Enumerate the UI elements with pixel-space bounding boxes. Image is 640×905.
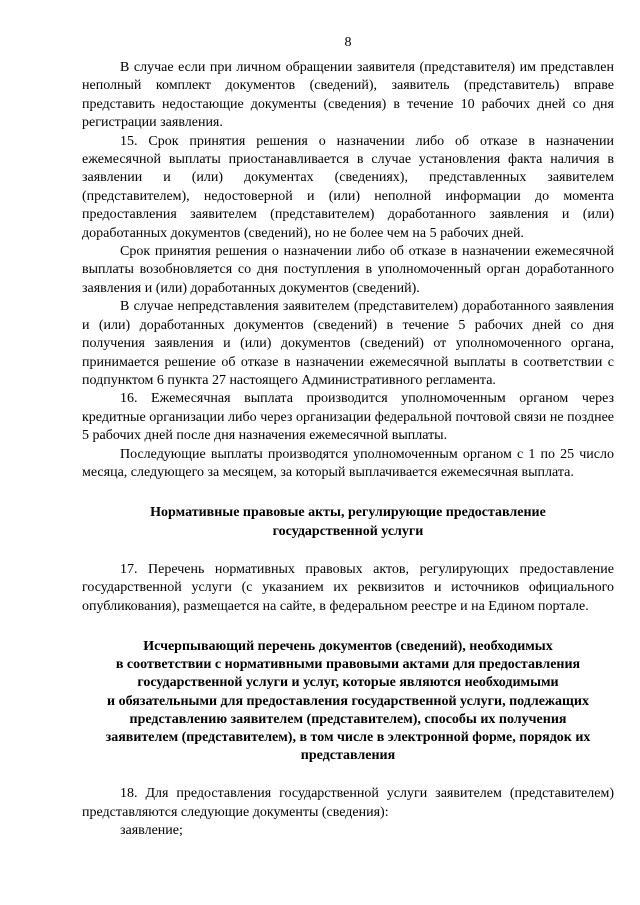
paragraph-18-documents: 18. Для предоставления государственной услуги заявителем (представителем) представляются следующие документы (сведения): [82, 786, 614, 820]
heading-line: государственной услуги [272, 523, 424, 539]
paragraph-incomplete-documents: В случае если при личном обращении заявителя (представителя) им представлен неполный комплект документов (сведений), заявитель (представитель) вправе представить недостающие документы (сведения) в течение 10 рабочих дней со дня регистрации заявления. [82, 60, 614, 131]
spacer [82, 541, 614, 561]
section-heading-required-documents [82, 638, 614, 765]
paragraph-decision-resumed: Срок принятия решения о назначении либо об отказе в назначении ежемесячной выплаты возобновляется со дня поступления в уполномоченный орган доработанного заявления и (или) доработанных документов (сведений). [82, 244, 614, 296]
heading-line: и обязательными для предоставления государственной услуги, подлежащих [107, 693, 589, 709]
heading-line: государственной услуги и услуг, которые являются необходимыми [137, 675, 559, 691]
document-page [82, 34, 614, 841]
section-heading-legal-acts [82, 504, 614, 540]
spacer [82, 765, 614, 785]
paragraph-17-legal-acts-list: 17. Перечень нормативных правовых актов, регулирующих предоставление государственной услуги (с указанием их реквизитов и источников официального опубликования), размещается на сайте, в федеральном реестре и на Едином портале. [82, 561, 614, 614]
heading-line: представлению заявителем (представителем), способы их получения [129, 711, 567, 727]
spacer [82, 616, 614, 638]
spacer [82, 482, 614, 504]
paragraph-16-payment: 16. Ежемесячная выплата производится уполномоченным органом через кредитные организации либо через организации федеральной почтовой связи не позднее 5 рабочих дней после дня назначения ежемесячной выплаты. [82, 391, 614, 444]
page-number: 8 [344, 35, 352, 50]
paragraph-subsequent-payments: Последующие выплаты производятся уполномоченным органом с 1 по 25 число месяца, следующего за месяцем, за который выплачивается ежемесячная выплата. [82, 446, 614, 480]
heading-line: Нормативные правовые акты, регулирующие предоставление [150, 505, 546, 521]
list-item-application: заявление; [120, 823, 183, 839]
heading-line: в соответствии с нормативными правовыми актами для предоставления [115, 657, 581, 673]
paragraph-non-submission: В случае непредставления заявителем (представителем) доработанного заявления и (или) доработанных документов (сведений) в течение 5 рабочих дней со дня получения заявления и (или) документов (сведений) от уполномоченного органа, принимается решение об отказе в назначении ежемесячной выплаты в соответствии с подпунктом 6 пункта 27 настоящего Административного регламента. [82, 299, 614, 388]
heading-line: заявителем (представителем), в том числе в электронной форме, порядок их [105, 729, 591, 745]
paragraph-15-suspension: 15. Срок принятия решения о назначении либо об отказе в назначении ежемесячной выплаты приостанавливается в случае установления факта наличия в заявлении и (или) документах (сведениях), представленных заявителем (представителем), недостоверной и (или) неполной информации до момента предоставления заявителем (представителем) доработанного заявления и (или) доработанных документов (сведений), но не более чем на 5 рабочих дней. [82, 133, 614, 241]
heading-line: Исчерпывающий перечень документов (сведений), необходимых [143, 638, 553, 654]
heading-line: представления [300, 748, 396, 764]
